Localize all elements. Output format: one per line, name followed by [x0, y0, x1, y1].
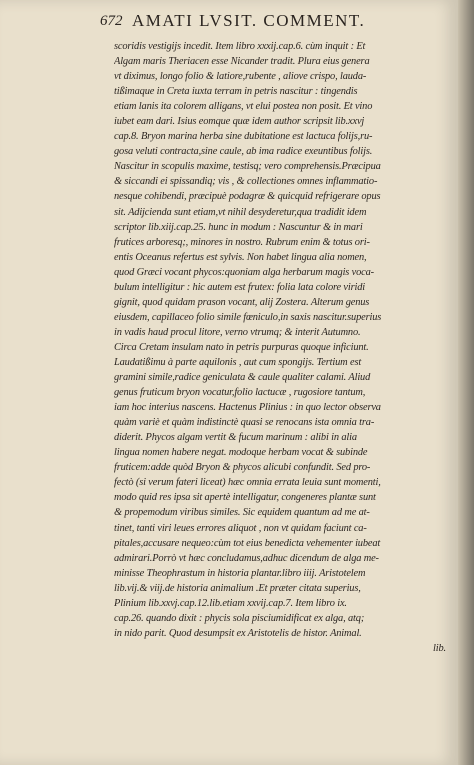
text-line: gignit, quod quidam prason vocant, alij Zostera. Alterum genus: [114, 296, 370, 308]
page-header: [100, 11, 440, 35]
text-line: nesque cohibendi, præcipuè podagræ & quicquid refrigerare opus: [114, 191, 381, 203]
text-line: Laudatißimu à parte aquilonis , aut cum spongijs. Tertium est: [114, 356, 362, 368]
text-line: & siccandi ei spissandiq; vis , & collectiones omnes inflammatio-: [114, 176, 378, 188]
text-line: & propemodum viribus similes. Sic equidem quantum ad me at-: [114, 507, 370, 519]
text-line: diderit. Phycos algam vertit & fucum marinum : alibi in alia: [114, 432, 357, 444]
text-line: Nascitur in scopulis maxime, testisq; vero comprehensis.Præcipua: [114, 161, 381, 173]
text-line: Circa Cretam insulam nato in petris purpuras quoque inficiunt.: [114, 341, 369, 353]
text-line: sit. Adijcienda sunt etiam,vt nihil desyderetur,qua tradidit idem: [114, 206, 367, 218]
body-text: [114, 39, 450, 656]
text-line: Algam maris Theriacen esse Nicander tradit. Plura eius genera: [114, 56, 370, 68]
text-line: genus fruticum bryon vocatur,folio lactucæ , rugosiore tantum,: [114, 387, 366, 399]
text-line: lingua nomen habere negat. modoque herbam vocat & subinde: [114, 447, 368, 459]
text-line: Plinium lib.xxvj.cap.12.lib.etiam xxvij.cap.7. Item libro ix.: [114, 597, 347, 609]
text-line: fruticem:adde quòd Bryon & phycos alicubi confundit. Sed pro-: [114, 462, 371, 474]
text-line: entis Oceanus refertus est sylvis. Non habet lingua alia nomen,: [114, 251, 367, 263]
book-gutter: [458, 0, 474, 765]
text-line: vt diximus, longo folio & latiore,rubente , aliove crispo, lauda-: [114, 71, 367, 83]
text-line: scriptor lib.xiij.cap.25. hunc in modum : Nascuntur & in mari: [114, 221, 363, 233]
page-number: 672: [100, 13, 123, 29]
text-line: in nido parit. Quod desumpsit ex Aristotelis de histor. Animal.: [114, 627, 362, 639]
text-line: admirari.Porrò vt hæc concludamus,adhuc dicendum de alga me-: [114, 552, 379, 564]
text-line: tinet, tanti viri leues errores aliquot , non vt quidam faciunt ca-: [114, 522, 367, 534]
text-line: scoridis vestigijs incedit. Item libro xxxij.cap.6. cùm inquit : Et: [114, 41, 366, 52]
text-line: eiusdem, capillaceo folio simile fœniculo,in saxis nascitur.superius: [114, 311, 382, 323]
running-title: AMATI LVSIT. COMMENT.: [132, 11, 366, 30]
text-line: quàm variè et quàm indistinctè quasi se renocans ista omnia tra-: [114, 417, 375, 429]
text-line: frutices arboresq;, minores in nostro. Rubrum enim & totus ori-: [114, 236, 370, 248]
text-line: iam hoc interius nascens. Hactenus Plinius : in quo lector observa: [114, 402, 381, 414]
text-line: gosa veluti contracta,sine caule, ab ima radice exeuntibus folijs.: [114, 146, 373, 158]
text-line: pitales,accusare nequeo:cùm tot eius benedicta vehementer iubeat: [114, 537, 381, 549]
text-line: lib.vij.& viij.de historia animalium .Et præter citata superius,: [114, 582, 361, 594]
text-line: quod Græci vocant phycos:quoniam alga herbarum magis voca-: [114, 266, 374, 278]
text-line: etiam lanis ita colorem alligans, vt elui postea non posit. Et vino: [114, 101, 373, 113]
text-line: in vadis haud procul litore, verno vtrumq; & interit Autumno.: [114, 326, 361, 338]
text-line: minisse Theophrastum in historia plantar.libro iiij. Aristotelem: [114, 567, 366, 579]
text-line: gramini simile,radice geniculata & caule qualiter calami. Aliud: [114, 372, 371, 384]
text-line: lib.: [433, 642, 446, 654]
text-line: cap.26. quando dixit : phycis sola pisciumidificat ex alga, atq;: [114, 612, 365, 624]
text-line: cap.8. Bryon marina herba sine dubitatione est lactuca folijs,ru-: [114, 131, 373, 143]
text-line: tißimaque in Creta iuxta terram in petris nascitur : tingendis: [114, 86, 358, 98]
text-line: modo quid res ipsa sit apertè intelligatur, congeneres plantæ sunt: [114, 492, 376, 504]
text-line: iubet eam dari. Isius eomque quæ idem author scripsit lib.xxvj: [114, 116, 365, 128]
text-line: fectò (si verum fateri liceat) hæc omnia errata leuia sunt momenti,: [114, 477, 381, 489]
text-line: bulum intelligitur : hic autem est frutex: folia lata colore viridi: [114, 281, 366, 293]
